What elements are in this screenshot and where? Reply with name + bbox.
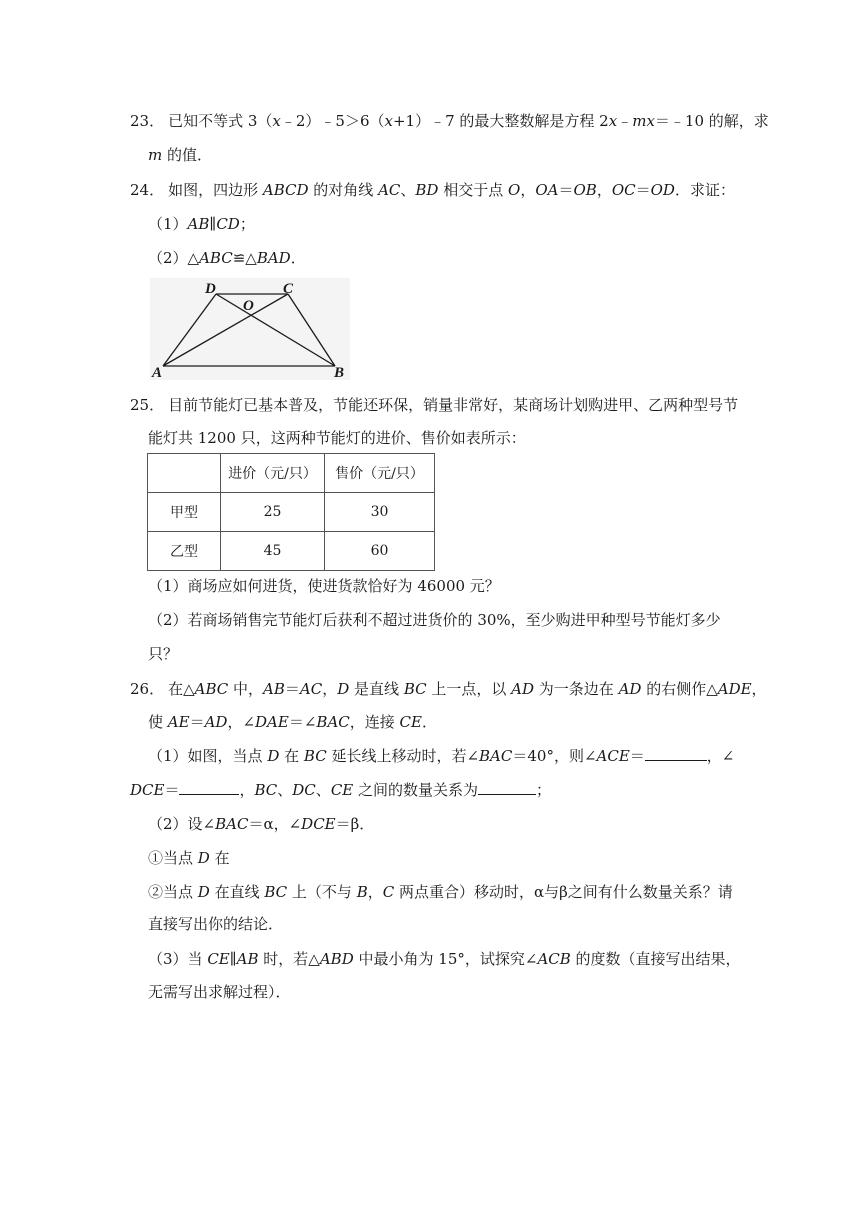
question-number: 24． — [130, 181, 165, 199]
q26-line1: 26． 在△ABC 中，AB＝AC，D 是直线 BC 上一点，以 AD 为一条边在 AD 的右侧作△ADE， — [130, 680, 767, 698]
question-number: 25． — [130, 396, 165, 414]
segment-ac — [163, 294, 288, 366]
answer-blank[interactable] — [478, 780, 536, 795]
q26-line5: （2）设∠BAC＝α，∠DCE＝β． — [148, 815, 375, 833]
q26-line4: DCE＝ ，BC、DC、CE 之间的数量关系为 ； — [130, 781, 552, 799]
table-cell: 45 — [221, 532, 325, 571]
q25-part1: （1）商场应如何进货，使进货款恰好为 46000 元？ — [148, 577, 500, 595]
label-a: A — [152, 365, 163, 380]
table-header-cell: 进价（元/只） — [221, 454, 325, 493]
q25-line1: 25． 目前节能灯已基本普及，节能还环保，销量非常好，某商场计划购进甲、乙两种型号节 — [130, 396, 739, 414]
segment-bd — [216, 294, 335, 366]
q25-line2: 能灯共 1200 只，这两种节能灯的进价、售价如表所示： — [148, 429, 526, 447]
q23-line2: m 的值． — [148, 146, 213, 164]
trapezoid-figure — [150, 278, 350, 380]
answer-blank[interactable] — [645, 746, 707, 761]
table-row — [148, 532, 435, 571]
q26-line3: （1）如图，当点 D 在 BC 延长线上移动时，若∠BAC＝40°，则∠ACE＝ ，∠ — [148, 747, 735, 765]
table-cell: 25 — [221, 493, 325, 532]
label-b: B — [334, 365, 345, 380]
q24-part1: （1）AB∥CD； — [148, 215, 255, 233]
table-cell: 60 — [325, 532, 435, 571]
q26-line8: 直接写出你的结论． — [148, 915, 284, 933]
q25-part2-line1: （2）若商场销售完节能灯后获利不超过进货价的 30%，至少购进甲种型号节能灯多少 — [148, 611, 721, 629]
table-cell: 30 — [325, 493, 435, 532]
trapezoid-diagram — [150, 278, 350, 380]
table-row — [148, 493, 435, 532]
question-number: 23． — [130, 112, 165, 130]
label-o: O — [243, 298, 254, 314]
q26-line2: 使 AE＝AD，∠DAE＝∠BAC，连接 CE． — [148, 713, 437, 731]
table-header-row — [148, 454, 435, 493]
segment-ad — [163, 294, 216, 366]
table-header-cell: 售价（元/只） — [325, 454, 435, 493]
table-header-cell — [148, 454, 221, 493]
q26-line7: ②当点 D 在直线 BC 上（不与 B，C 两点重合）移动时，α与β之间有什么数量关系？请 — [148, 883, 733, 901]
question-number: 26． — [130, 680, 165, 698]
label-c: C — [283, 281, 294, 297]
q24-part2: （2）△ABC≌△BAD． — [148, 249, 306, 267]
segment-bc — [288, 294, 335, 366]
q25-part2-line2: 只？ — [148, 645, 179, 663]
q24-line1: 24． 如图，四边形 ABCD 的对角线 AC、BD 相交于点 O，OA＝OB，OC＝OD．求证： — [130, 181, 735, 199]
q23-line1: 23． 已知不等式 3（x﹣2）﹣5＞6（x+1）﹣7 的最大整数解是方程 2x﹣mx＝﹣10 的解，求 — [130, 112, 769, 130]
answer-blank[interactable] — [179, 780, 239, 795]
price-table — [147, 453, 435, 571]
q26-line10: 无需写出求解过程）． — [148, 983, 291, 1001]
q26-line9: （3）当 CE∥AB 时，若△ABD 中最小角为 15°，试探究∠ACB 的度数（直接写出结果， — [148, 950, 741, 968]
table-cell: 乙型 — [148, 532, 221, 571]
q26-line6: ①当点 D 在 — [148, 849, 230, 867]
label-d: D — [205, 281, 216, 297]
table-cell: 甲型 — [148, 493, 221, 532]
